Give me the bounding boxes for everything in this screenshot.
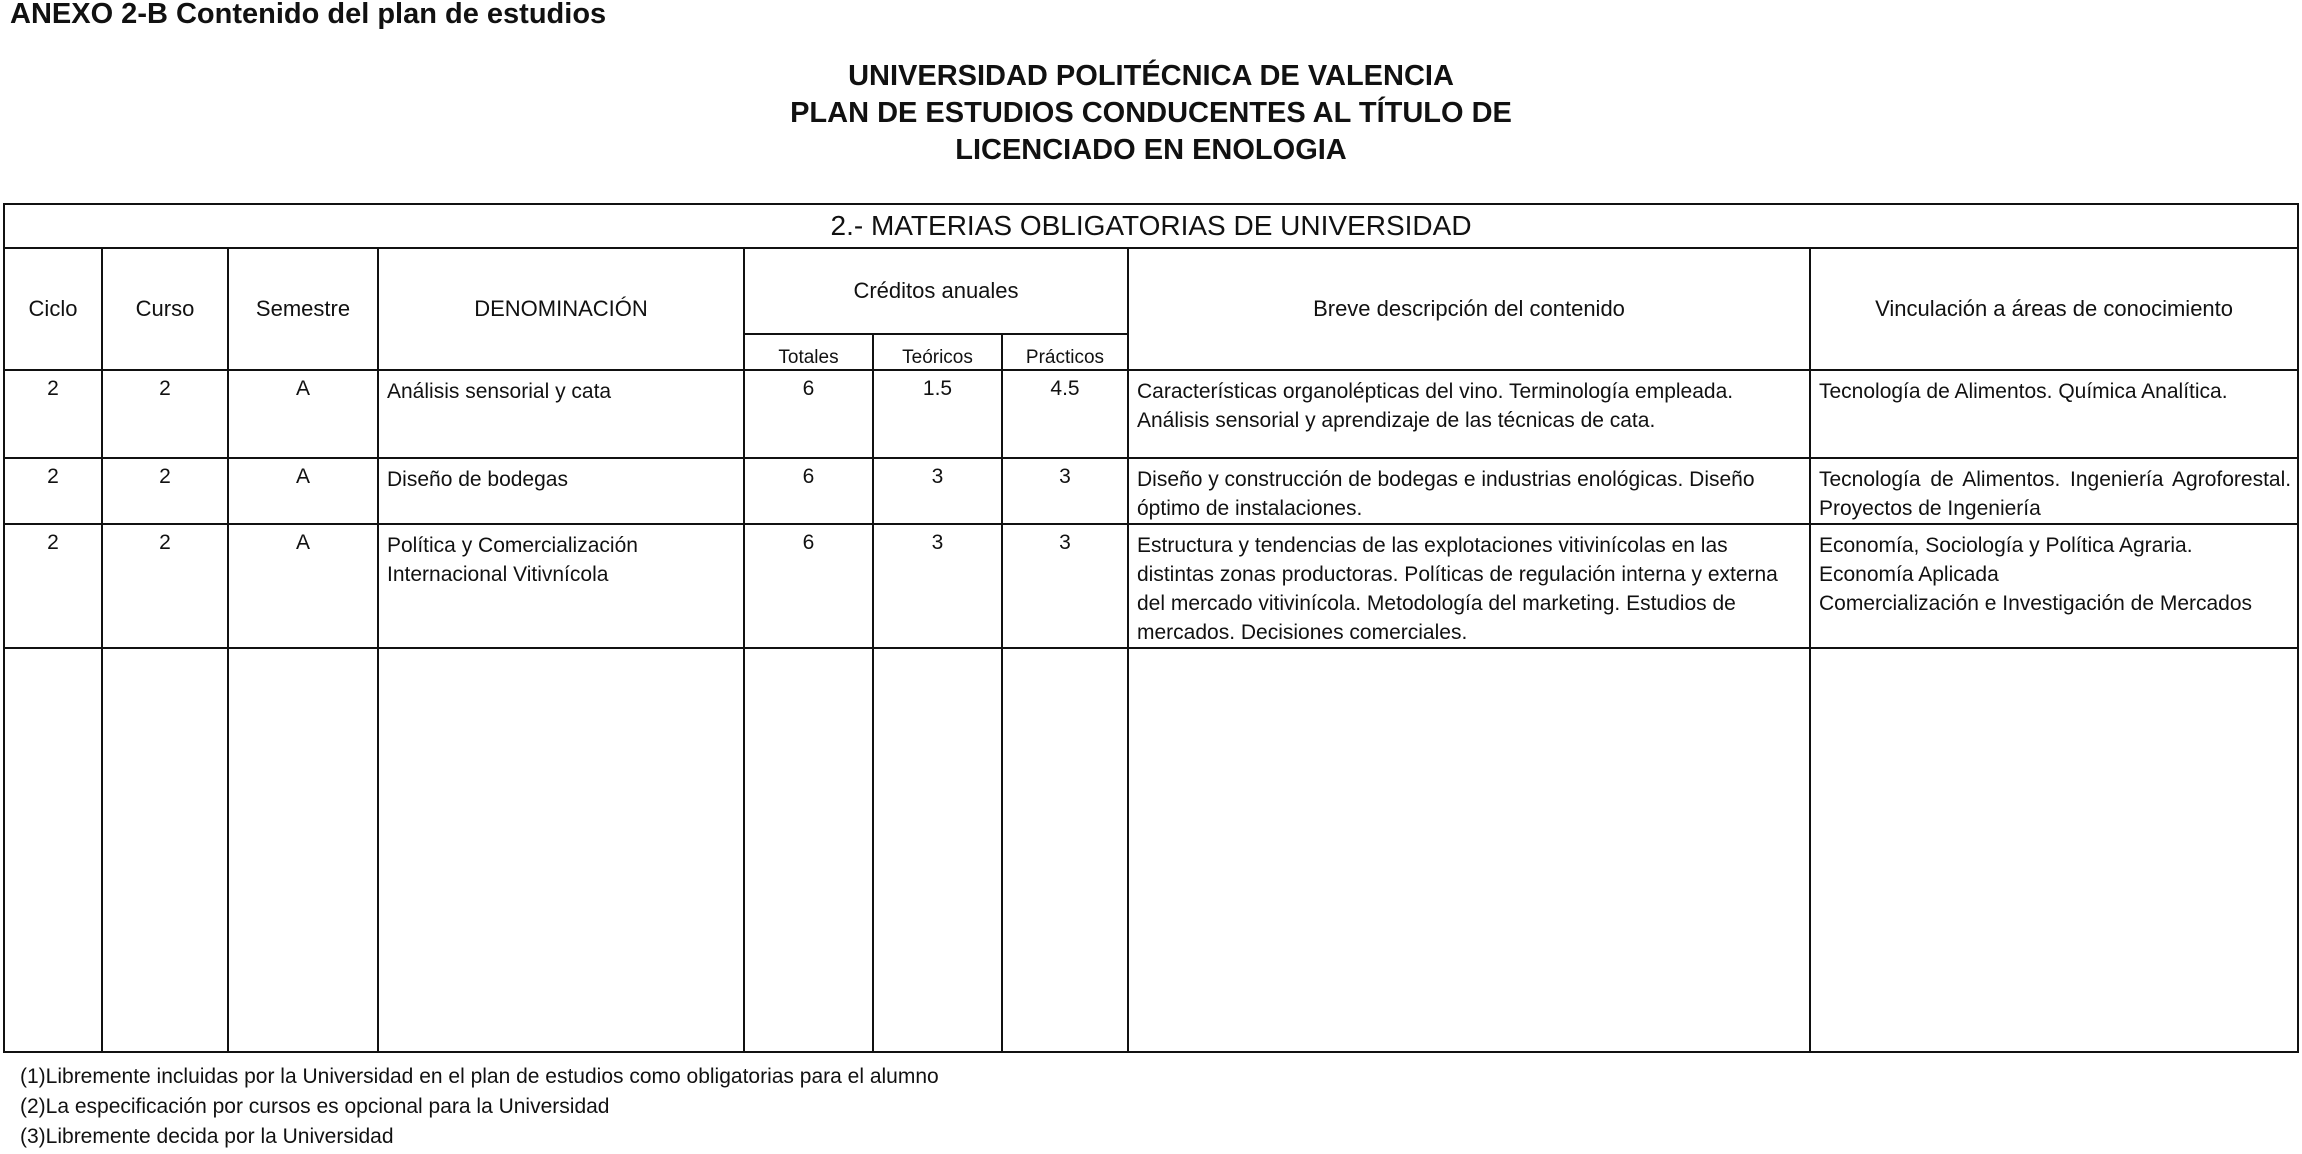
cell-practicos: 3 [1002, 524, 1128, 648]
footnotes [20, 1062, 939, 1152]
cell-descripcion: Estructura y tendencias de las explotaciones vitivinícolas en las distintas zonas productoras. Políticas de regulación interna y externa del mercado vitivinícola. Metodología del marketing. Estudios de mercados. Decisiones comerciales. [1128, 524, 1810, 648]
cell-denominacion: Diseño de bodegas [378, 458, 744, 524]
empty-cell [1128, 648, 1810, 1052]
cell-practicos: 3 [1002, 458, 1128, 524]
empty-cell [4, 648, 102, 1052]
header-denominacion: DENOMINACIÓN [378, 248, 744, 370]
cell-descripcion: Diseño y construcción de bodegas e industrias enológicas. Diseño óptimo de instalaciones. [1128, 458, 1810, 524]
empty-cell [873, 648, 1002, 1052]
cell-vinculacion [1810, 524, 2298, 648]
empty-cell [102, 648, 228, 1052]
cell-totales: 6 [744, 524, 873, 648]
heading-university: UNIVERSIDAD POLITÉCNICA DE VALENCIA [848, 60, 1454, 92]
cell-vinculacion: Tecnología de Alimentos. Química Analítica. [1810, 370, 2298, 458]
annex-title: ANEXO 2-B Contenido del plan de estudios [10, 0, 607, 30]
header-ciclo: Ciclo [4, 248, 102, 370]
footnote: (1)Libremente incluidas por la Universidad en el plan de estudios como obligatorias para el alumno [20, 1065, 939, 1088]
empty-cell [228, 648, 378, 1052]
cell-teoricos: 3 [873, 524, 1002, 648]
cell-totales: 6 [744, 370, 873, 458]
header-vinculacion: Vinculación a áreas de conocimiento [1810, 248, 2298, 370]
document-heading [0, 58, 2302, 169]
section-title: 2.- MATERIAS OBLIGATORIAS DE UNIVERSIDAD [4, 204, 2298, 248]
cell-ciclo: 2 [4, 370, 102, 458]
header-practicos: Prácticos [1002, 334, 1128, 370]
cell-semestre: A [228, 370, 378, 458]
table-row [4, 458, 2298, 524]
cell-semestre: A [228, 458, 378, 524]
cell-teoricos: 3 [873, 458, 1002, 524]
vinculacion-line: Economía Aplicada [1819, 563, 1999, 586]
empty-cell [378, 648, 744, 1052]
cell-semestre: A [228, 524, 378, 648]
table-row [4, 370, 2298, 458]
footnote: (3)Libremente decida por la Universidad [20, 1125, 394, 1148]
cell-curso: 2 [102, 458, 228, 524]
empty-cell [744, 648, 873, 1052]
cell-denominacion: Análisis sensorial y cata [378, 370, 744, 458]
cell-totales: 6 [744, 458, 873, 524]
heading-degree: LICENCIADO EN ENOLOGIA [955, 134, 1347, 166]
vinculacion-line: Comercialización e Investigación de Mercados [1819, 592, 2253, 615]
cell-vinculacion: Tecnología de Alimentos. Ingeniería Agroforestal. Proyectos de Ingeniería [1810, 458, 2298, 524]
empty-cell [1810, 648, 2298, 1052]
subjects-table [3, 203, 2299, 1053]
cell-curso: 2 [102, 370, 228, 458]
footnote: (2)La especificación por cursos es opcional para la Universidad [20, 1095, 610, 1118]
table-row [4, 524, 2298, 648]
header-curso: Curso [102, 248, 228, 370]
empty-cell [1002, 648, 1128, 1052]
header-creditos: Créditos anuales [744, 248, 1128, 334]
cell-teoricos: 1.5 [873, 370, 1002, 458]
empty-row [4, 648, 2298, 1052]
cell-curso: 2 [102, 524, 228, 648]
header-teoricos: Teóricos [873, 334, 1002, 370]
header-descripcion: Breve descripción del contenido [1128, 248, 1810, 370]
heading-plan: PLAN DE ESTUDIOS CONDUCENTES AL TÍTULO DE [790, 97, 1512, 129]
cell-practicos: 4.5 [1002, 370, 1128, 458]
cell-descripcion: Características organolépticas del vino. Terminología empleada. Análisis sensorial y aprendizaje de las técnicas de cata. [1128, 370, 1810, 458]
vinculacion-line: Economía, Sociología y Política Agraria. [1819, 534, 2193, 557]
header-totales: Totales [744, 334, 873, 370]
cell-ciclo: 2 [4, 458, 102, 524]
header-semestre: Semestre [228, 248, 378, 370]
cell-denominacion: Política y Comercialización Internacional Vitivnícola [378, 524, 744, 648]
cell-ciclo: 2 [4, 524, 102, 648]
